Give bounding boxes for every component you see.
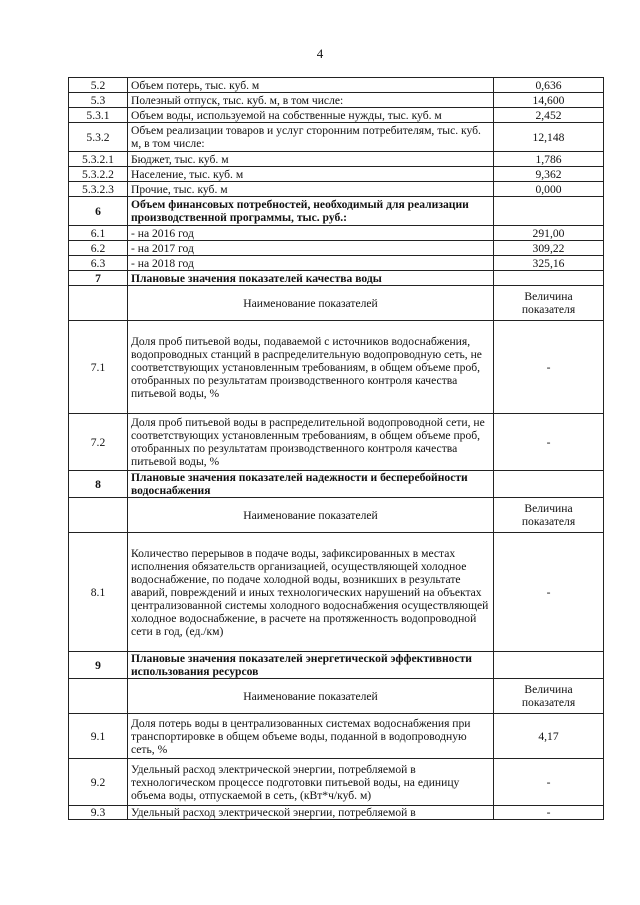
row-number: 9.2	[69, 759, 128, 806]
section-title: Плановые значения показателей надежности и бесперебойности водоснабжения	[128, 471, 494, 498]
row-description: Полезный отпуск, тыс. куб. м, в том числе:	[128, 93, 494, 108]
section-title: Плановые значения показателей качества воды	[128, 271, 494, 286]
row-value	[494, 271, 604, 286]
row-value: 0,636	[494, 78, 604, 93]
column-header-row	[69, 679, 604, 714]
table-row	[69, 93, 604, 108]
row-description: Прочие, тыс. куб. м	[128, 182, 494, 197]
row-number: 5.3	[69, 93, 128, 108]
column-header-value: Величина показателя	[494, 679, 604, 714]
table-row	[69, 78, 604, 93]
row-value: -	[494, 321, 604, 414]
row-number: 6.2	[69, 241, 128, 256]
table-row	[69, 241, 604, 256]
row-number	[69, 286, 128, 321]
section-title: Плановые значения показателей энергетической эффективности использования ресурсов	[128, 652, 494, 679]
table-row	[69, 806, 604, 820]
table-row	[69, 321, 604, 414]
section-header-row	[69, 471, 604, 498]
section-number: 7	[69, 271, 128, 286]
row-description: Объем реализации товаров и услуг сторонним потребителям, тыс. куб. м, в том числе:	[128, 123, 494, 152]
row-value: 4,17	[494, 714, 604, 759]
page-number: 4	[316, 46, 324, 61]
row-number: 6.1	[69, 226, 128, 241]
column-header-name: Наименование показателей	[128, 679, 494, 714]
column-header-row	[69, 286, 604, 321]
row-description: Бюджет, тыс. куб. м	[128, 152, 494, 167]
indicators-table	[68, 77, 604, 820]
row-number: 9.3	[69, 806, 128, 820]
row-value: 9,362	[494, 167, 604, 182]
row-number	[69, 498, 128, 533]
section-title: Объем финансовых потребностей, необходимый для реализации производственной программы, тыс. руб.:	[128, 197, 494, 226]
row-description: Доля потерь воды в централизованных системах водоснабжения при транспортировке в общем объеме воды, поданной в водопроводную сеть, %	[128, 714, 494, 759]
row-number: 5.3.2.1	[69, 152, 128, 167]
section-header-row	[69, 271, 604, 286]
column-header-value: Величина показателя	[494, 498, 604, 533]
row-value: 309,22	[494, 241, 604, 256]
column-header-name: Наименование показателей	[128, 286, 494, 321]
row-value	[494, 197, 604, 226]
row-description: Удельный расход электрической энергии, потребляемой в	[128, 806, 494, 820]
row-description: Объем воды, используемой на собственные нужды, тыс. куб. м	[128, 108, 494, 123]
row-number: 5.3.2	[69, 123, 128, 152]
table-row	[69, 152, 604, 167]
row-number: 9.1	[69, 714, 128, 759]
column-header-value: Величина показателя	[494, 286, 604, 321]
section-number: 6	[69, 197, 128, 226]
section-header-row	[69, 197, 604, 226]
row-value	[494, 471, 604, 498]
row-value	[494, 652, 604, 679]
row-value: 2,452	[494, 108, 604, 123]
column-header-name: Наименование показателей	[128, 498, 494, 533]
table-row	[69, 256, 604, 271]
row-number: 5.3.1	[69, 108, 128, 123]
row-number: 8.1	[69, 533, 128, 652]
row-description: - на 2016 год	[128, 226, 494, 241]
table-row	[69, 226, 604, 241]
table-row	[69, 108, 604, 123]
row-description: Объем потерь, тыс. куб. м	[128, 78, 494, 93]
table-row	[69, 123, 604, 152]
section-number: 9	[69, 652, 128, 679]
row-value: -	[494, 806, 604, 820]
row-value: 1,786	[494, 152, 604, 167]
row-number: 7.2	[69, 414, 128, 471]
row-number	[69, 679, 128, 714]
table-row	[69, 414, 604, 471]
row-number: 5.3.2.3	[69, 182, 128, 197]
row-description: - на 2017 год	[128, 241, 494, 256]
row-description: - на 2018 год	[128, 256, 494, 271]
row-value: -	[494, 414, 604, 471]
row-value: 0,000	[494, 182, 604, 197]
row-description: Доля проб питьевой воды, подаваемой с источников водоснабжения, водопроводных станций в распределительную водопроводную сеть, не соответствующих установленным требованиям, в общем объеме проб, отобранных по результатам производственного контроля качества питьевой воды, %	[128, 321, 494, 414]
table-row	[69, 714, 604, 759]
section-header-row	[69, 652, 604, 679]
row-value: 14,600	[494, 93, 604, 108]
row-description: Удельный расход электрической энергии, потребляемой в технологическом процессе подготовки питьевой воды, на единицу объема воды, отпускаемой в сеть, (кВт*ч/куб. м)	[128, 759, 494, 806]
table-row	[69, 533, 604, 652]
row-description: Доля проб питьевой воды в распределительной водопроводной сети, не соответствующих установленным требованиям, в общем объеме проб, отобранных по результатам производственного контроля качества питьевой воды, %	[128, 414, 494, 471]
row-number: 5.3.2.2	[69, 167, 128, 182]
row-value: 291,00	[494, 226, 604, 241]
row-value: -	[494, 533, 604, 652]
row-description: Население, тыс. куб. м	[128, 167, 494, 182]
row-value: 325,16	[494, 256, 604, 271]
row-value: 12,148	[494, 123, 604, 152]
row-value: -	[494, 759, 604, 806]
table-row	[69, 167, 604, 182]
table-row	[69, 182, 604, 197]
row-description: Количество перерывов в подаче воды, зафиксированных в местах исполнения обязательств организацией, осуществляющей холодное водоснабжение, по подаче холодной воды, возникших в результате аварий, повреждений и иных технологических нарушений на объектах централизованной системы холодного водоснабжения осуществляющей холодное водоснабжение, в расчете на протяженность водопроводной сети в год, (ед./км)	[128, 533, 494, 652]
row-number: 6.3	[69, 256, 128, 271]
row-number: 7.1	[69, 321, 128, 414]
row-number: 5.2	[69, 78, 128, 93]
column-header-row	[69, 498, 604, 533]
section-number: 8	[69, 471, 128, 498]
table-row	[69, 759, 604, 806]
